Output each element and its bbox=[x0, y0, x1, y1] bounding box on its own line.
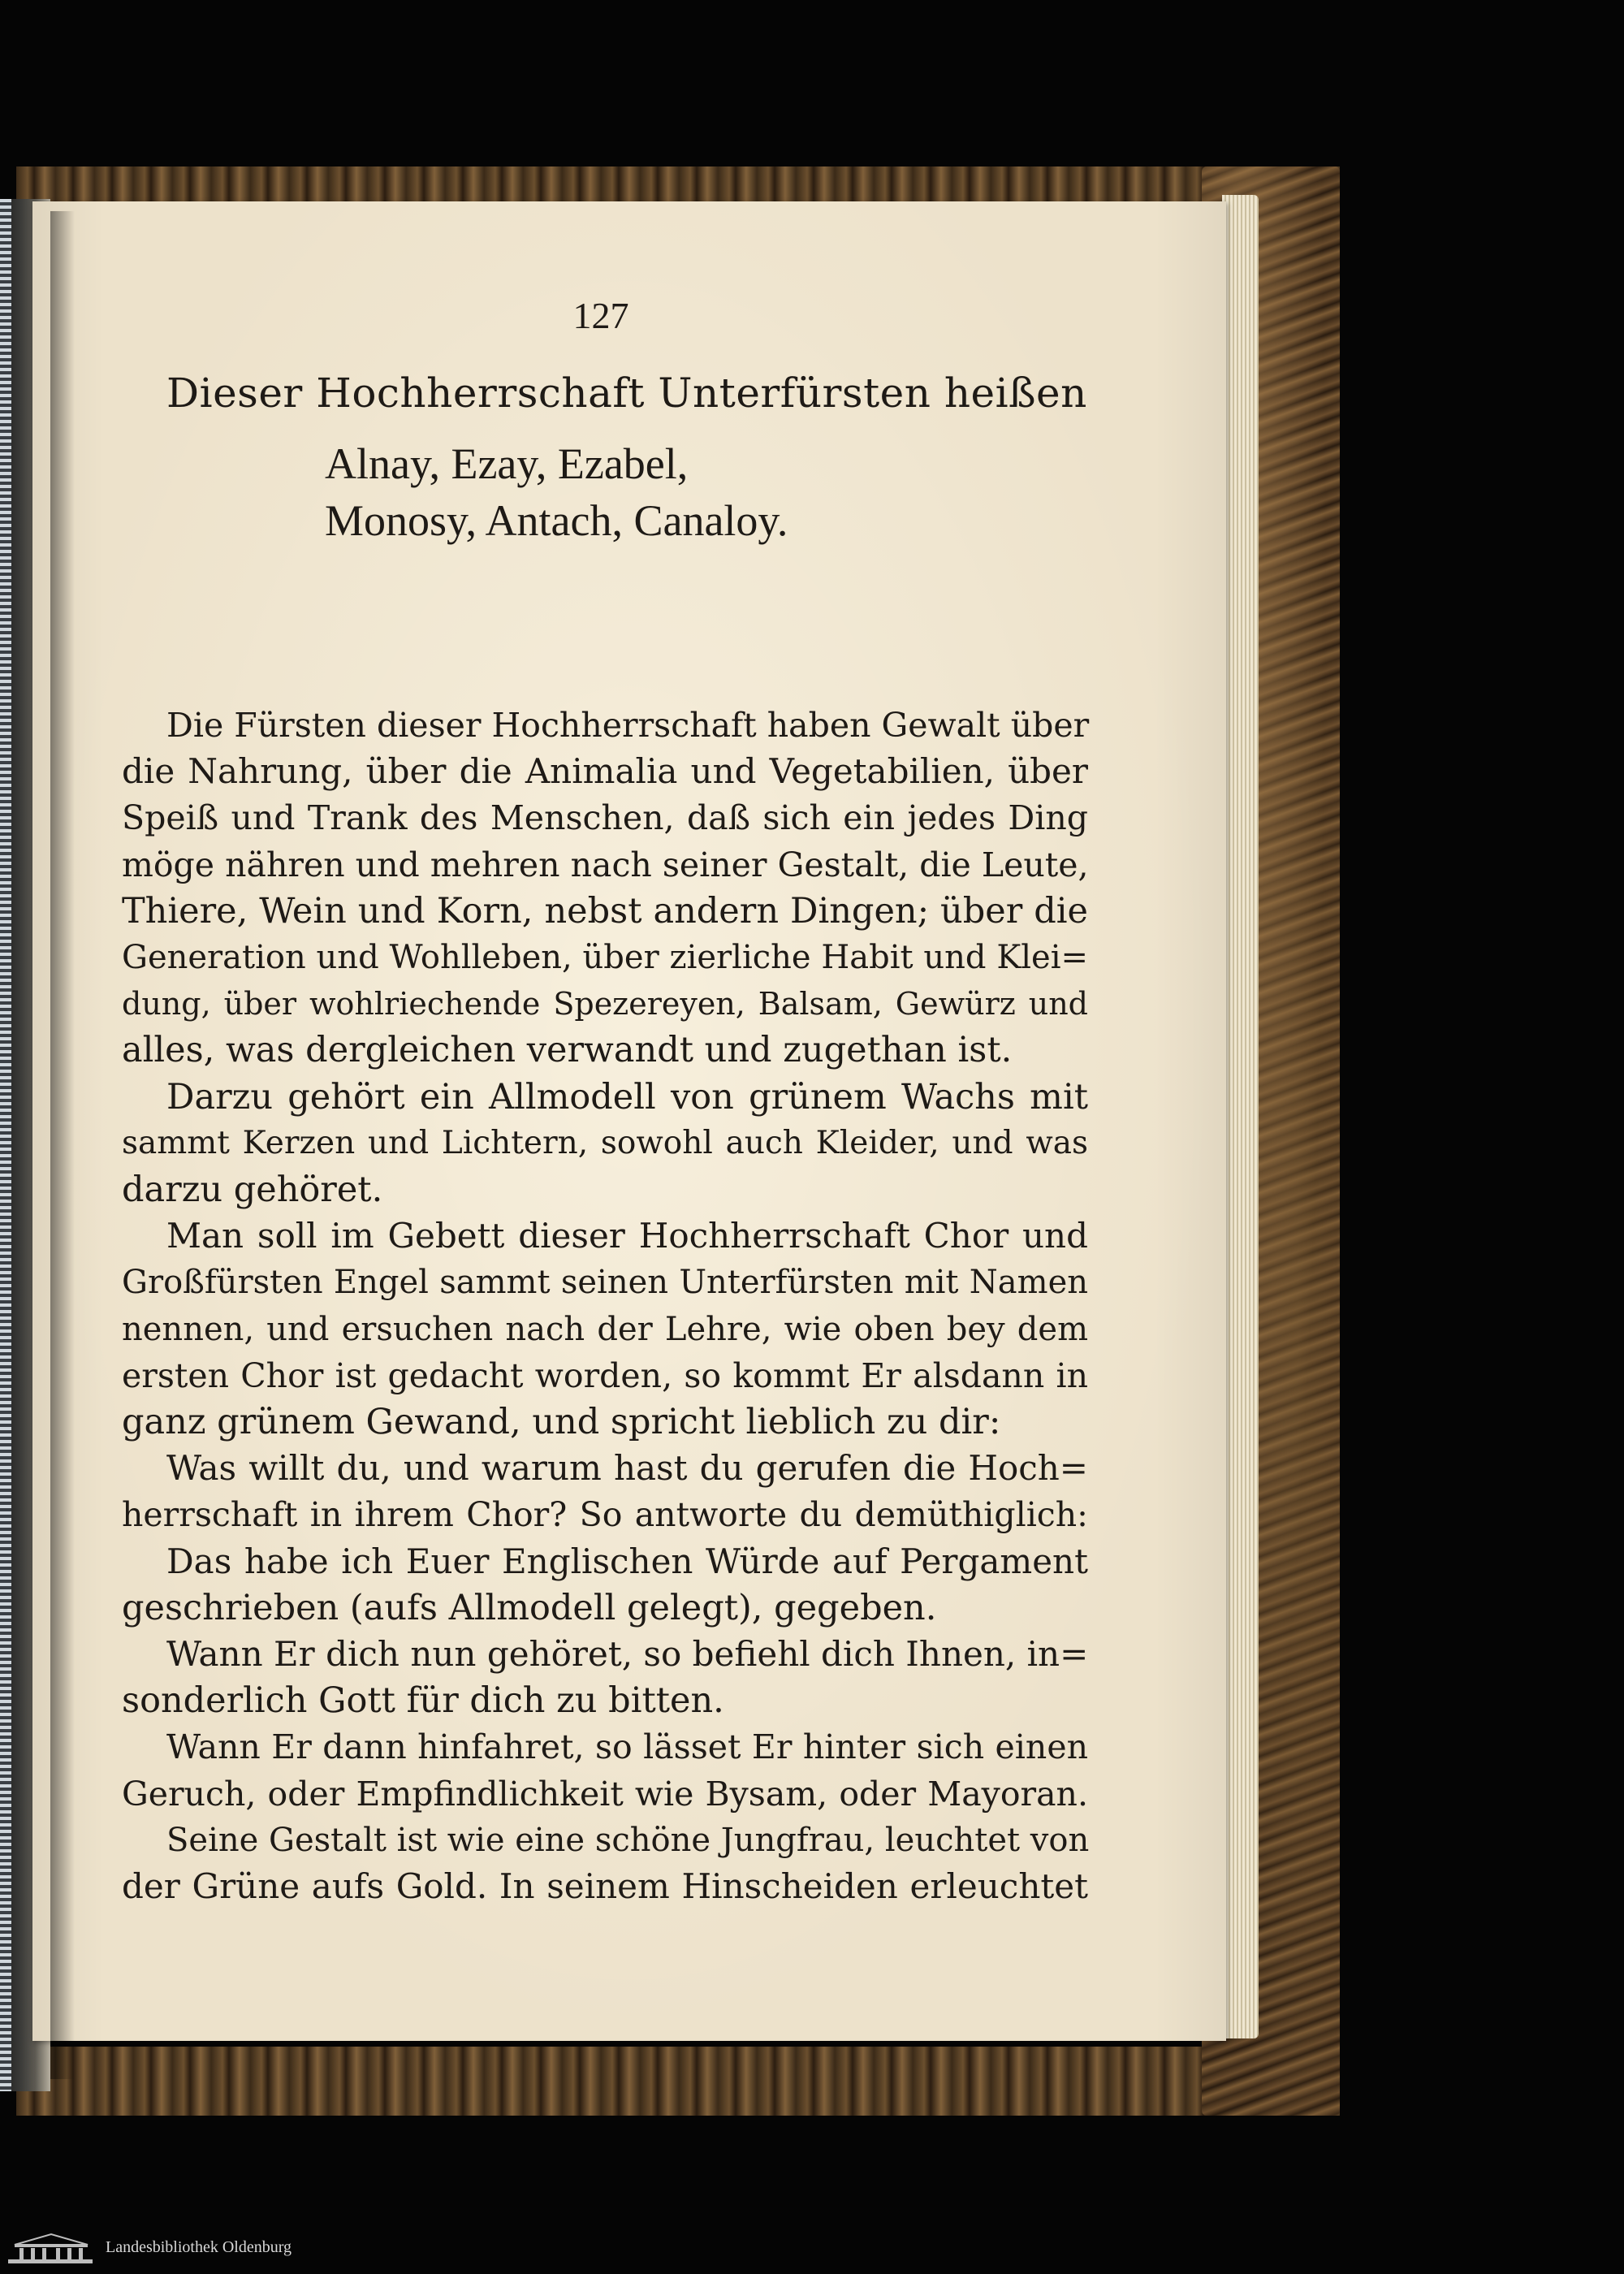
body-line: Seine Gestalt ist wie eine schöne Jungfrau, leuchtet von bbox=[166, 1821, 1090, 1859]
angel-names-line: Alnay, Ezay, Ezabel, bbox=[325, 439, 689, 488]
body-line: Wann Er dich nun gehöret, so befiehl dich Ihnen, in= bbox=[166, 1634, 1089, 1674]
body-line: möge nähren und mehren nach seiner Gestalt, die Leute, bbox=[122, 845, 1089, 884]
body-line: ersten Chor ist gedacht worden, so kommt Er alsdann in bbox=[122, 1355, 1088, 1395]
book-cover-bottom-edge bbox=[16, 2047, 1340, 2116]
body-line: dung, über wohlriechende Spezereyen, Balsam, Gewürz und bbox=[122, 986, 1088, 1022]
body-line: geschrieben (aufs Allmodell gelegt), gegeben. bbox=[122, 1587, 937, 1628]
body-line: Man soll im Gebett dieser Hochherrschaft Chor und bbox=[166, 1216, 1088, 1256]
spine-binding bbox=[0, 199, 11, 2091]
gutter-shadow bbox=[50, 211, 75, 2079]
body-line: Geruch, oder Empfindlichkeit wie Bysam, oder Mayoran. bbox=[122, 1774, 1088, 1814]
body-line: darzu gehöret. bbox=[122, 1169, 383, 1210]
body-line: Großfürsten Engel sammt seinen Unterfürsten mit Namen bbox=[122, 1264, 1088, 1302]
library-name: Landesbibliothek Oldenburg bbox=[106, 2238, 292, 2256]
body-line: Die Fürsten dieser Hochherrschaft haben Gewalt über bbox=[166, 706, 1090, 745]
body-line: die Nahrung, über die Animalia und Vegetabilien, über bbox=[122, 751, 1088, 792]
body-line: sonderlich Gott für dich zu bitten. bbox=[122, 1680, 724, 1722]
body-line: Was willt du, und warum hast du gerufen die Hoch= bbox=[166, 1448, 1088, 1489]
body-line: Thiere, Wein und Korn, nebst andern Dingen; über die bbox=[122, 890, 1088, 932]
body-line: alles, was dergleichen verwandt und zugethan ist. bbox=[122, 1030, 1013, 1071]
body-line: Das habe ich Euer Englischen Würde auf Pergament bbox=[166, 1541, 1088, 1581]
page-number: 127 bbox=[572, 295, 629, 336]
library-building-icon bbox=[6, 2232, 96, 2266]
body-line: Generation und Wohlleben, über zierliche Habit und Klei= bbox=[122, 939, 1088, 976]
page-edges bbox=[1222, 195, 1259, 2038]
section-heading: Dieser Hochherrschaft Unterfürsten heißen bbox=[166, 370, 1087, 417]
body-line: sammt Kerzen und Lichtern, sowohl auch Kleider, und was bbox=[122, 1124, 1088, 1161]
body-line: Darzu gehört ein Allmodell von grünem Wachs mit bbox=[166, 1076, 1088, 1118]
body-line: nennen, und ersuchen nach der Lehre, wie oben bey dem bbox=[122, 1310, 1088, 1348]
body-line: ganz grünem Gewand, und spricht lieblich zu dir: bbox=[122, 1402, 1001, 1442]
body-line: Speiß und Trank des Menschen, daß sich ein jedes Ding bbox=[122, 798, 1088, 838]
angel-names-line: Monosy, Antach, Canaloy. bbox=[325, 496, 788, 545]
body-line: herrschaft in ihrem Chor? So antworte du demüthiglich: bbox=[122, 1495, 1088, 1535]
body-line: der Grüne aufs Gold. In seinem Hinscheiden erleuchtet bbox=[122, 1866, 1088, 1906]
body-line: Wann Er dann hinfahret, so lässet Er hinter sich einen bbox=[166, 1727, 1088, 1767]
